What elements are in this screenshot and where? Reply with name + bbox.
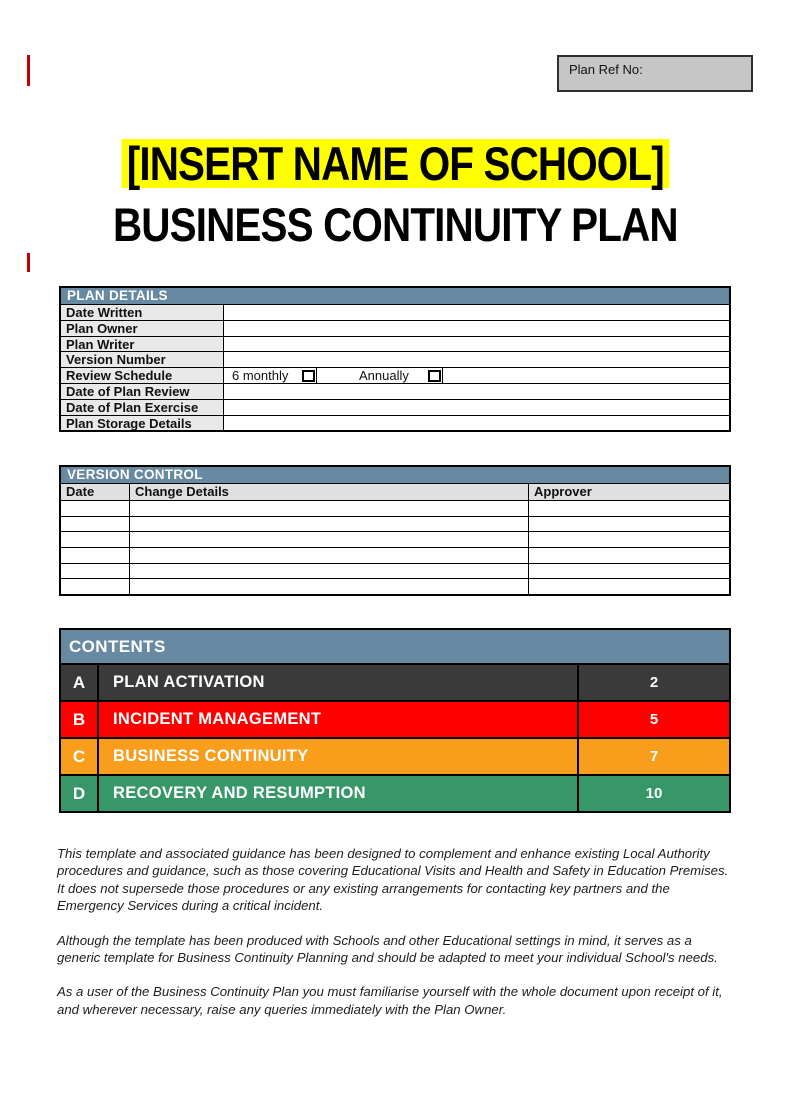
table-row <box>61 563 729 579</box>
section-title: INCIDENT MANAGEMENT <box>113 710 322 728</box>
title-block <box>0 139 790 261</box>
paragraph: As a user of the Business Continuity Plan you must familiarise yourself with the whole document upon receipt of it, and wherever necessary, raise any queries immediately with the Plan Owner. <box>57 984 723 1017</box>
contents-header: CONTENTS <box>61 630 729 665</box>
table-row <box>61 500 729 516</box>
contents-row-incident-management[interactable] <box>61 702 729 739</box>
plan-details-header: PLAN DETAILS <box>61 288 729 304</box>
plan-storage-details-field[interactable] <box>224 416 729 431</box>
document-title: BUSINESS CONTINUITY PLAN <box>112 198 678 251</box>
review-option-annually <box>317 368 443 383</box>
contents-table <box>59 628 731 813</box>
section-letter: B <box>61 702 99 737</box>
contents-row-recovery-and-resumption[interactable] <box>61 776 729 811</box>
date-cell[interactable] <box>61 532 130 547</box>
row-label: Plan Owner <box>61 321 224 336</box>
row-label: Date Written <box>61 305 224 320</box>
change-details-cell[interactable] <box>130 517 529 532</box>
table-row <box>61 547 729 563</box>
section-page-number: 2 <box>577 665 729 700</box>
approver-cell[interactable] <box>529 532 729 547</box>
change-details-cell[interactable] <box>130 579 529 594</box>
section-letter: C <box>61 739 99 774</box>
row-label: Date of Plan Review <box>61 384 224 399</box>
table-row <box>61 516 729 532</box>
version-control-header: VERSION CONTROL <box>61 467 729 483</box>
date-cell[interactable] <box>61 564 130 579</box>
row-label: Version Number <box>61 352 224 367</box>
review-schedule-field[interactable] <box>443 368 729 383</box>
section-title: PLAN ACTIVATION <box>113 673 265 691</box>
approver-cell[interactable] <box>529 517 729 532</box>
plan-writer-field[interactable] <box>224 337 729 352</box>
change-details-cell[interactable] <box>130 532 529 547</box>
section-title: BUSINESS CONTINUITY <box>113 747 309 765</box>
date-plan-exercise-field[interactable] <box>224 400 729 415</box>
version-number-field[interactable] <box>224 352 729 367</box>
plan-ref-field[interactable] <box>557 55 753 92</box>
section-page-number: 7 <box>577 739 729 774</box>
approver-cell[interactable] <box>529 564 729 579</box>
option-label: Annually <box>359 368 409 384</box>
version-control-table <box>59 465 731 596</box>
paragraph: Although the template has been produced with Schools and other Educational settings in mind, it serves as a generic template for Business Continuity Planning and should be adapted to meet your individual School's needs. <box>57 932 718 966</box>
annually-checkbox[interactable] <box>428 370 441 382</box>
plan-details-table <box>59 286 731 432</box>
table-row <box>61 336 729 352</box>
column-header-row <box>61 483 729 500</box>
row-label: Review Schedule <box>61 368 224 383</box>
change-marker-icon <box>27 55 30 86</box>
row-label: Date of Plan Exercise <box>61 400 224 415</box>
section-page-number: 5 <box>577 702 729 737</box>
table-row <box>61 399 729 415</box>
table-row <box>61 415 729 431</box>
column-header-approver: Approver <box>529 484 729 500</box>
approver-cell[interactable] <box>529 579 729 594</box>
date-cell[interactable] <box>61 517 130 532</box>
section-letter: A <box>61 665 99 700</box>
column-header-date: Date <box>61 484 130 500</box>
change-details-cell[interactable] <box>130 548 529 563</box>
column-header-change-details: Change Details <box>130 484 529 500</box>
contents-row-plan-activation[interactable] <box>61 665 729 702</box>
date-written-field[interactable] <box>224 305 729 320</box>
approver-cell[interactable] <box>529 501 729 516</box>
table-row <box>61 351 729 367</box>
table-row <box>61 578 729 594</box>
section-letter: D <box>61 776 99 811</box>
approver-cell[interactable] <box>529 548 729 563</box>
date-cell[interactable] <box>61 579 130 594</box>
section-page-number: 10 <box>577 776 729 811</box>
school-name-title: [INSERT NAME OF SCHOOL] <box>121 139 668 188</box>
date-cell[interactable] <box>61 548 130 563</box>
section-title: RECOVERY AND RESUMPTION <box>113 784 366 802</box>
table-row <box>61 531 729 547</box>
date-plan-review-field[interactable] <box>224 384 729 399</box>
change-details-cell[interactable] <box>130 501 529 516</box>
intro-paragraphs <box>57 845 738 1035</box>
six-monthly-checkbox[interactable] <box>302 370 315 382</box>
row-label: Plan Storage Details <box>61 416 224 431</box>
table-row <box>61 367 729 383</box>
plan-owner-field[interactable] <box>224 321 729 336</box>
table-row <box>61 383 729 399</box>
change-details-cell[interactable] <box>130 564 529 579</box>
review-option-6-monthly <box>224 368 317 383</box>
table-row <box>61 304 729 320</box>
paragraph: This template and associated guidance has been designed to complement and enhance existing Local Authority procedures and guidance, such as those covering Educational Visits and Health and Safety in Education Premises. It does not supersede those procedures or any existing arrangements for contacting key partners and the Emergency Services during a critical incident. <box>57 846 729 914</box>
row-label: Plan Writer <box>61 337 224 352</box>
table-row <box>61 320 729 336</box>
contents-row-business-continuity[interactable] <box>61 739 729 776</box>
plan-ref-label: Plan Ref No: <box>569 62 643 77</box>
date-cell[interactable] <box>61 501 130 516</box>
option-label: 6 monthly <box>232 368 289 384</box>
